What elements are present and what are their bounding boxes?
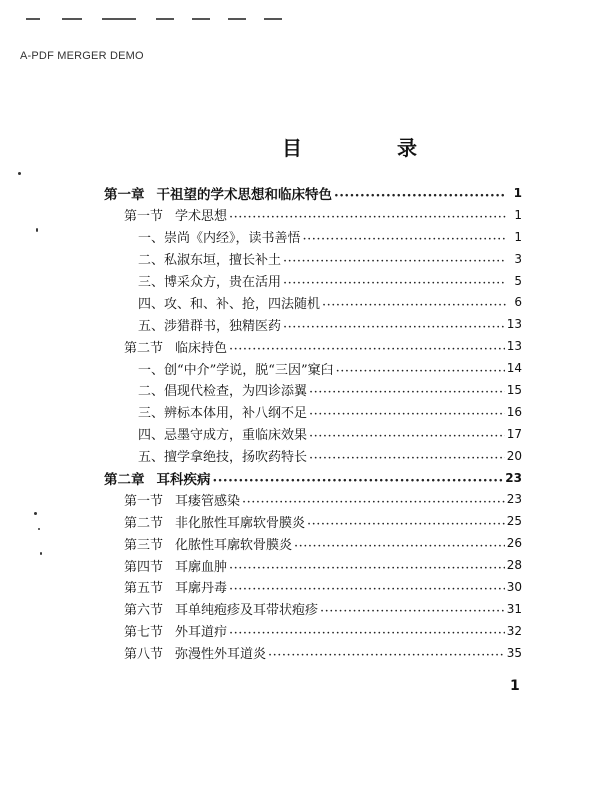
toc-entry-title: 三、博采众方，贵在活用 — [138, 275, 282, 290]
toc-entry-label — [124, 205, 227, 224]
toc-item-row — [104, 291, 522, 313]
toc-section-row — [104, 488, 522, 510]
page-title: 目 录 — [282, 136, 461, 160]
toc-entry-label — [124, 643, 266, 662]
toc-entry-label — [138, 249, 281, 268]
toc-item-row — [104, 379, 522, 401]
toc-entry-number: 第五节 — [124, 581, 164, 597]
toc-entry-number: 第二章 — [104, 471, 145, 488]
toc-entry-label — [124, 577, 227, 596]
toc-entry-number: 第四节 — [124, 559, 164, 575]
toc-entry-label — [104, 468, 211, 488]
toc-leader-dots — [229, 342, 505, 355]
toc-entry-number: 第二节 — [124, 515, 164, 531]
toc-page-number: 28 — [506, 558, 522, 573]
toc-entry-label — [138, 424, 307, 443]
toc-entry-label — [138, 380, 307, 399]
toc-entry-label — [138, 402, 307, 421]
toc-leader-dots — [307, 517, 505, 530]
toc-page-number: 14 — [506, 361, 522, 376]
toc-page-number: 30 — [506, 579, 522, 594]
toc-entry-title: 耳廓丹毒 — [175, 581, 228, 597]
toc-leader-dots — [309, 451, 505, 464]
toc-entry-label — [138, 227, 301, 246]
toc-page-number: 1 — [514, 229, 522, 244]
toc-entry-title: 四、忌墨守成方，重临床效果 — [138, 428, 308, 444]
toc-leader-dots — [213, 473, 504, 487]
toc-section-row — [104, 554, 522, 576]
toc-item-row — [104, 401, 522, 423]
toc-entry-title: 化脓性耳廓软骨膜炎 — [175, 537, 293, 553]
toc-entry-label — [124, 556, 227, 575]
toc-entry-label — [138, 446, 307, 465]
page-number: 1 — [510, 678, 520, 694]
toc-page-number: 1 — [513, 185, 522, 200]
toc-entry-title: 五、涉猎群书，独精医药 — [138, 318, 282, 334]
toc-entry-title: 二、私淑东垣，擅长补土 — [138, 253, 282, 269]
toc-item-row — [104, 248, 522, 270]
toc-page-number: 13 — [506, 339, 522, 354]
toc-entry-title: 四、攻、和、补、抢，四法随机 — [138, 296, 321, 312]
toc-section-row — [104, 576, 522, 598]
toc-entry-number: 第七节 — [124, 625, 164, 641]
toc-entry-number: 第一节 — [124, 493, 164, 509]
toc-leader-dots — [283, 254, 506, 267]
toc-entry-title: 弥漫性外耳道炎 — [175, 647, 267, 663]
toc-page-number: 32 — [506, 623, 522, 638]
watermark: A-PDF MERGER DEMO — [20, 50, 144, 62]
toc-entry-title: 临床持色 — [175, 340, 228, 356]
toc-entry-label — [124, 490, 240, 509]
toc-leader-dots — [309, 429, 505, 442]
toc-entry-label — [124, 534, 292, 553]
toc-entry-title: 非化脓性耳廓软骨膜炎 — [175, 515, 306, 531]
toc-entry-number: 第一章 — [104, 186, 145, 203]
toc-page-number: 23 — [506, 492, 522, 507]
toc-item-row — [104, 226, 522, 248]
toc-leader-dots — [229, 210, 506, 223]
toc-entry-label — [124, 337, 227, 356]
toc-leader-dots — [242, 495, 505, 508]
toc-section-row — [104, 598, 522, 620]
toc-entry-label — [124, 599, 318, 618]
toc-leader-dots — [322, 298, 506, 311]
toc-section-row — [104, 642, 522, 664]
toc-leader-dots — [309, 407, 505, 420]
toc-item-row — [104, 357, 522, 379]
toc-item-row — [104, 313, 522, 335]
toc-page-number: 25 — [506, 514, 522, 529]
toc-entry-number: 第一节 — [124, 209, 164, 225]
toc-entry-label — [124, 512, 305, 531]
toc-entry-number: 第八节 — [124, 647, 164, 663]
toc-leader-dots — [294, 539, 505, 552]
toc-leader-dots — [283, 320, 505, 333]
toc-section-row — [104, 510, 522, 532]
toc-page-number: 15 — [506, 382, 522, 397]
toc-entry-title: 外耳道疖 — [175, 625, 228, 641]
toc-leader-dots — [229, 561, 505, 574]
toc-entry-label — [138, 315, 281, 334]
toc-page-number: 16 — [506, 404, 522, 419]
toc-section-row — [104, 335, 522, 357]
toc-page-number: 1 — [514, 207, 522, 222]
toc-page-number: 31 — [506, 601, 522, 616]
toc-page-number: 6 — [514, 295, 522, 310]
toc-entry-title: 耳廓血肿 — [175, 559, 228, 575]
toc-leader-dots — [229, 582, 505, 595]
toc-page-number: 13 — [506, 317, 522, 332]
toc-entry-title: 耳科疾病 — [156, 471, 211, 488]
toc-entry-number: 第三节 — [124, 537, 164, 553]
toc-chapter-row — [104, 467, 522, 489]
toc-item-row — [104, 270, 522, 292]
toc-section-row — [104, 204, 522, 226]
toc-item-row — [104, 423, 522, 445]
toc-entry-title: 二、倡现代检查，为四诊添翼 — [138, 384, 308, 400]
toc-page-number: 23 — [505, 470, 522, 485]
table-of-contents — [104, 182, 522, 664]
toc-page-number: 17 — [506, 426, 522, 441]
toc-leader-dots — [309, 385, 505, 398]
toc-entry-title: 三、辨标本体用，补八纲不足 — [138, 406, 308, 422]
toc-entry-label — [138, 293, 320, 312]
toc-entry-title: 耳单纯疱疹及耳带状疱疹 — [175, 603, 319, 619]
toc-entry-title: 一、崇尚《内经》，读书善悟 — [138, 231, 301, 247]
toc-entry-label — [104, 183, 332, 203]
toc-entry-title: 学术思想 — [175, 209, 228, 225]
toc-chapter-row — [104, 182, 522, 204]
toc-entry-title: 五、擅学拿绝技，扬吹药特长 — [138, 450, 308, 466]
scan-speck — [34, 512, 37, 515]
toc-entry-number: 第二节 — [124, 340, 164, 356]
scan-speck — [40, 552, 42, 555]
toc-entry-number: 第六节 — [124, 603, 164, 619]
toc-section-row — [104, 620, 522, 642]
toc-leader-dots — [336, 364, 505, 377]
toc-entry-label — [138, 271, 281, 290]
toc-page-number: 35 — [506, 645, 522, 660]
toc-leader-dots — [320, 604, 505, 617]
toc-leader-dots — [303, 232, 506, 245]
toc-leader-dots — [268, 648, 505, 661]
toc-entry-title: 干祖望的学术思想和临床特色 — [156, 186, 332, 203]
toc-leader-dots — [229, 626, 505, 639]
toc-leader-dots — [283, 276, 506, 289]
toc-page-number: 20 — [506, 448, 522, 463]
toc-section-row — [104, 532, 522, 554]
scan-speck — [38, 528, 40, 530]
scan-speck — [18, 172, 21, 175]
toc-entry-title: 耳瘘管感染 — [175, 493, 241, 509]
toc-entry-label — [124, 621, 227, 640]
toc-page-number: 26 — [506, 536, 522, 551]
toc-leader-dots — [334, 188, 506, 202]
toc-entry-title: 一、创“中介”学说，脱“三因”窠臼 — [138, 362, 334, 378]
scan-speck — [36, 228, 38, 232]
toc-page-number: 3 — [514, 251, 522, 266]
toc-item-row — [104, 445, 522, 467]
toc-entry-label — [138, 359, 334, 378]
toc-page-number: 5 — [514, 273, 522, 288]
